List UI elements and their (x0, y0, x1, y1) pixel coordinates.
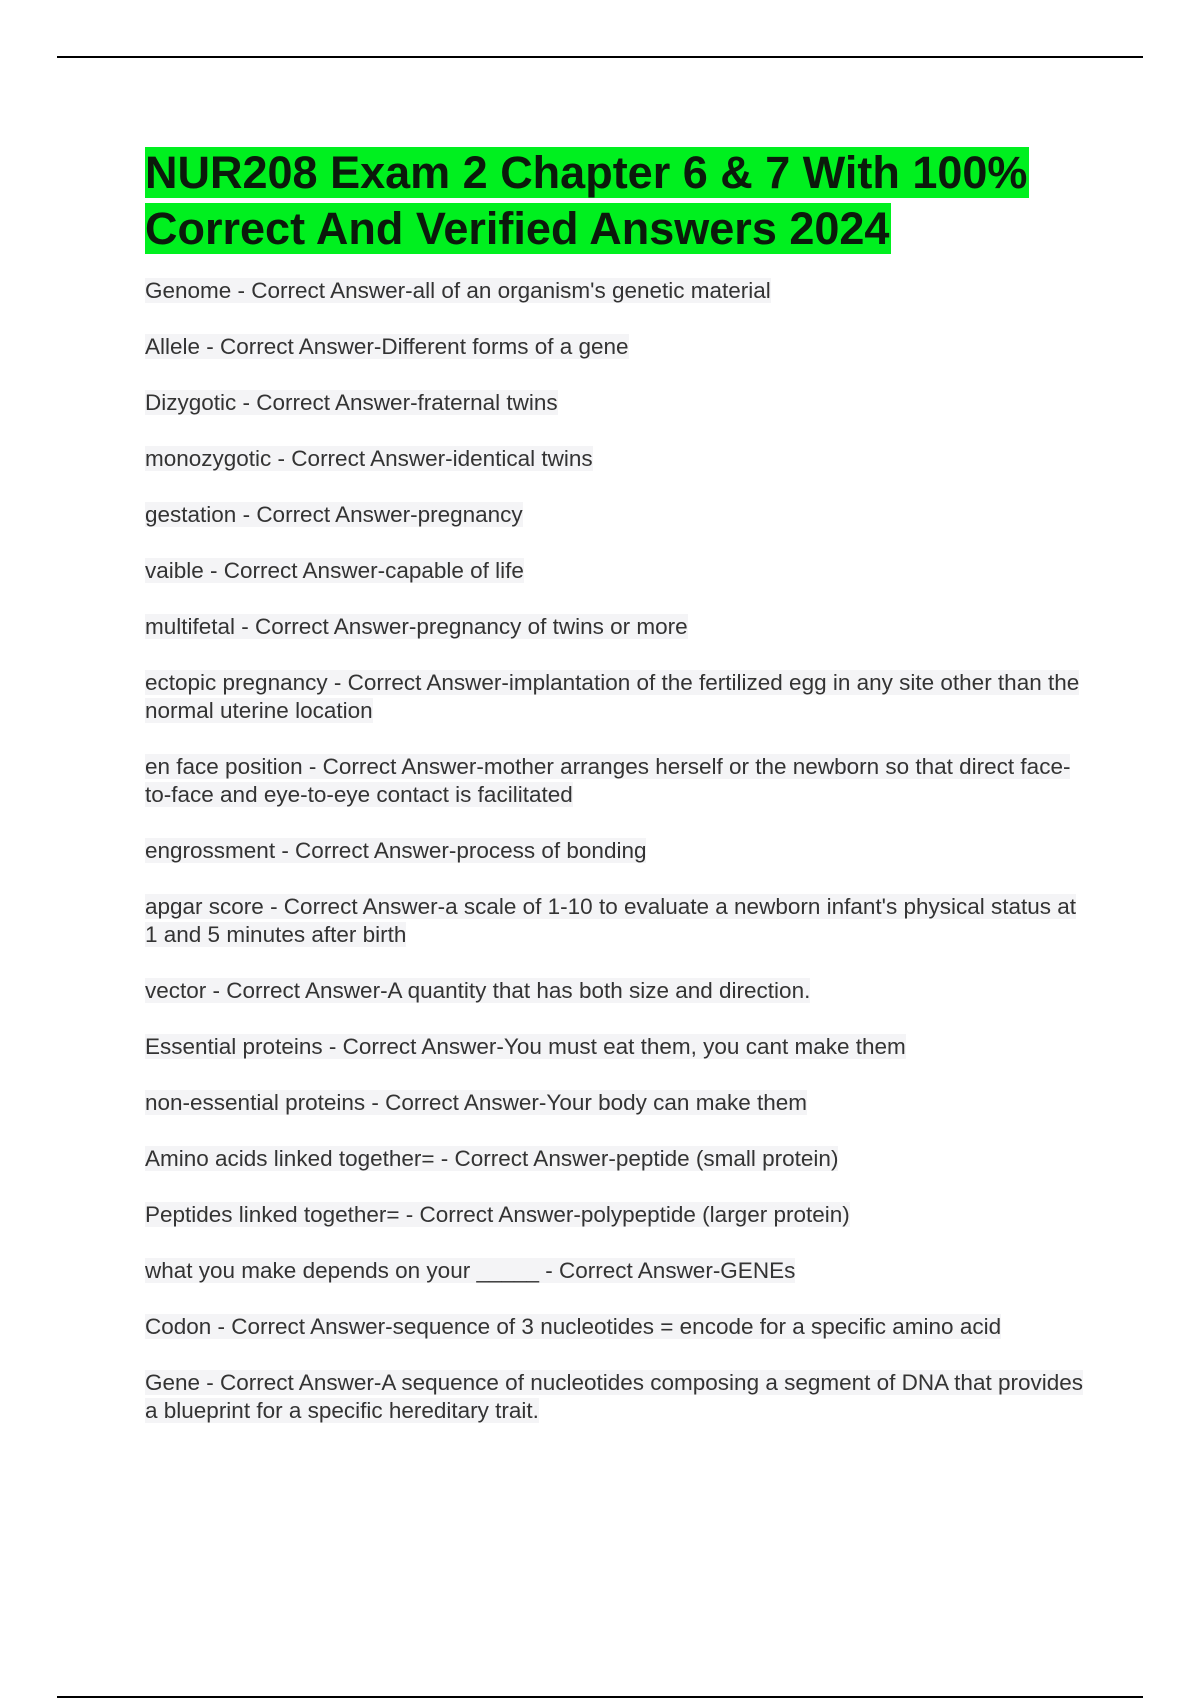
list-item: Allele - Correct Answer-Different forms of a gene (145, 334, 629, 359)
list-item: what you make depends on your _____ - Correct Answer-GENEs (145, 1258, 796, 1283)
list-item: vector - Correct Answer-A quantity that has both size and direction. (145, 978, 811, 1003)
footer-rule (57, 1696, 1143, 1698)
list-item: vaible - Correct Answer-capable of life (145, 558, 524, 583)
list-item: Essential proteins - Correct Answer-You must eat them, you cant make them (145, 1034, 906, 1059)
list-item: Amino acids linked together= - Correct Answer-peptide (small protein) (145, 1146, 839, 1171)
list-item: engrossment - Correct Answer-process of bonding (145, 838, 647, 863)
list-item: gestation - Correct Answer-pregnancy (145, 502, 523, 527)
list-item: Peptides linked together= - Correct Answer-polypeptide (larger protein) (145, 1202, 850, 1227)
list-item: ectopic pregnancy - Correct Answer-implantation of the fertilized egg in any site other than the normal uterine location (145, 670, 1080, 723)
document-title (145, 145, 1085, 257)
list-item: non-essential proteins - Correct Answer-Your body can make them (145, 1090, 807, 1115)
qa-list (145, 277, 1085, 1425)
title-highlight: NUR208 Exam 2 Chapter 6 & 7 With 100% Correct And Verified Answers 2024 (145, 147, 1028, 254)
list-item: Genome - Correct Answer-all of an organism's genetic material (145, 278, 771, 303)
header-rule (57, 56, 1143, 58)
list-item: monozygotic - Correct Answer-identical twins (145, 446, 593, 471)
list-item: apgar score - Correct Answer-a scale of 1-10 to evaluate a newborn infant's physical status at 1 and 5 minutes after birth (145, 894, 1077, 947)
list-item: Codon - Correct Answer-sequence of 3 nucleotides = encode for a specific amino acid (145, 1314, 1002, 1339)
list-item: multifetal - Correct Answer-pregnancy of twins or more (145, 614, 688, 639)
list-item: Gene - Correct Answer-A sequence of nucleotides composing a segment of DNA that provides a blueprint for a specific hereditary trait. (145, 1370, 1084, 1423)
document-body (145, 145, 1085, 1453)
list-item: en face position - Correct Answer-mother arranges herself or the newborn so that direct face-to-face and eye-to-eye contact is facilitated (145, 754, 1071, 807)
list-item: Dizygotic - Correct Answer-fraternal twins (145, 390, 558, 415)
